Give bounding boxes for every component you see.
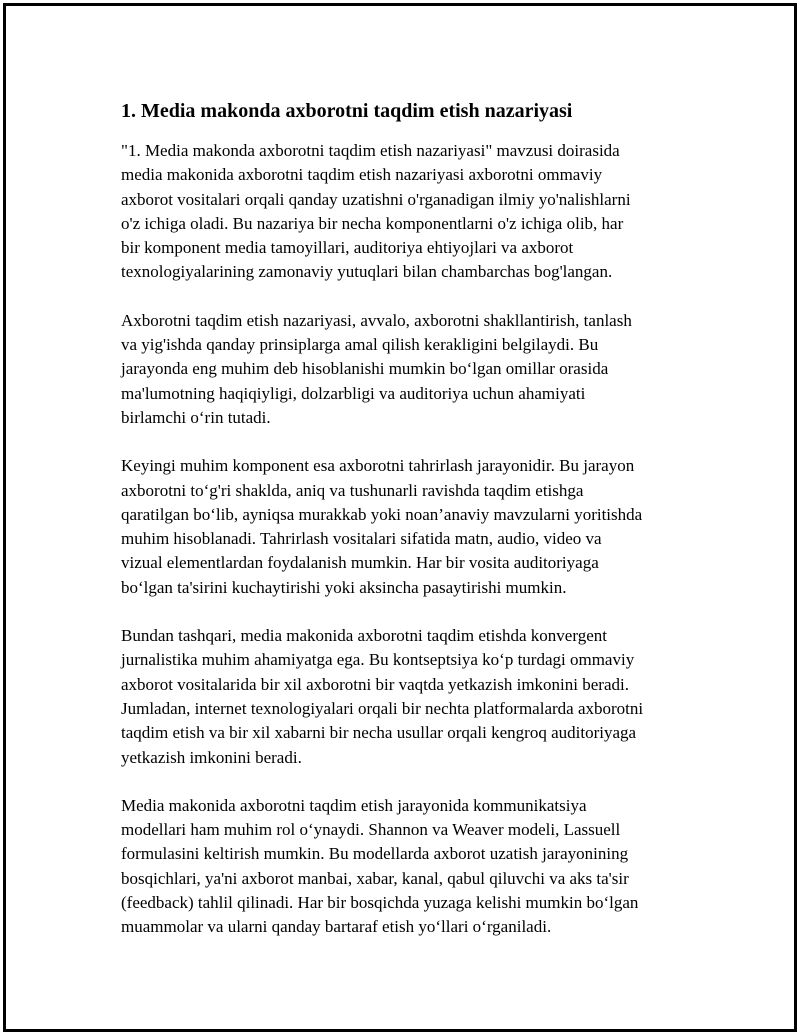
page-frame <box>3 3 797 1032</box>
text-line: media makonida axborotni taqdim etish nazariyasi axborotni ommaviy <box>121 165 603 185</box>
text-line: Bundan tashqari, media makonida axborotni taqdim etishda konvergent <box>121 626 607 646</box>
text-line: bosqichlari, ya'ni axborot manbai, xabar, kanal, qabul qiluvchi va aks ta'sir <box>121 868 629 888</box>
text-line: vizual elementlardan foydalanish mumkin. Har bir vosita auditoriyaga <box>121 553 599 573</box>
text-line: yetkazish imkonini beradi. <box>121 747 302 767</box>
text-line: Media makonida axborotni taqdim etish jarayonida kommunikatsiya <box>121 795 587 815</box>
text-line: ma'lumotning haqiqiyligi, dolzarbligi va auditoriya uchun ahamiyati <box>121 383 586 403</box>
text-line: bo‘lgan ta'sirini kuchaytirishi yoki aksincha pasaytirishi mumkin. <box>121 577 567 597</box>
text-line: formulasini keltirish mumkin. Bu modellarda axborot uzatish jarayonining <box>121 844 629 864</box>
text-line: Keyingi muhim komponent esa axborotni tahrirlash jarayonidir. Bu jarayon <box>121 456 635 476</box>
text-line: qaratilgan bo‘lib, ayniqsa murakkab yoki noan’anaviy mavzularni yoritishda <box>121 504 643 524</box>
text-line: o'z ichiga oladi. Bu nazariya bir necha komponentlarni o'z ichiga olib, har <box>121 213 624 233</box>
paragraph-1 <box>121 139 691 285</box>
text-line: muammolar va ularni qanday bartaraf etish yo‘llari o‘rganiladi. <box>121 917 552 937</box>
text-line: "1. Media makonda axborotni taqdim etish nazariyasi" mavzusi doirasida <box>121 141 620 160</box>
document-body <box>121 97 691 964</box>
text-line: jarayonda eng muhim deb hisoblanishi mumkin bo‘lgan omillar orasida <box>121 359 609 379</box>
text-line: muhim hisoblanadi. Tahrirlash vositalari sifatida matn, audio, video va <box>121 529 602 549</box>
paragraph-4 <box>121 624 691 770</box>
paragraph-2 <box>121 309 691 430</box>
text-line: va yig'ishda qanday prinsiplarga amal qilish kerakligini belgilaydi. Bu <box>121 335 599 355</box>
text-line: bir komponent media tamoyillari, auditoriya ehtiyojlari va axborot <box>121 238 574 258</box>
text-line: axborot vositalarida bir xil axborotni bir vaqtda yetkazish imkonini beradi. <box>121 674 629 694</box>
document-heading: 1. Media makonda axborotni taqdim etish nazariyasi <box>121 100 573 122</box>
text-line: birlamchi o‘rin tutadi. <box>121 407 271 427</box>
text-line: axborotni to‘g'ri shaklda, aniq va tushunarli ravishda taqdim etishga <box>121 480 584 500</box>
text-line: taqdim etish va bir xil xabarni bir necha usullar orqali kengroq auditoriyaga <box>121 723 637 743</box>
text-line: Jumladan, internet texnologiyalari orqali bir nechta platformalarda axborotni <box>121 698 644 718</box>
text-line: jurnalistika muhim ahamiyatga ega. Bu kontseptsiya ko‘p turdagi ommaviy <box>121 650 635 670</box>
text-line: axborot vositalari orqali qanday uzatishni o'rganadigan ilmiy yo'nalishlarni <box>121 189 631 209</box>
text-line: Axborotni taqdim etish nazariyasi, avvalo, axborotni shakllantirish, tanlash <box>121 310 632 330</box>
text-line: texnologiyalarining zamonaviy yutuqlari bilan chambarchas bog'langan. <box>121 262 613 282</box>
paragraph-3 <box>121 454 691 600</box>
paragraph-5 <box>121 794 691 940</box>
text-line: (feedback) tahlil qilinadi. Har bir bosqichda yuzaga kelishi mumkin bo‘lgan <box>121 893 639 913</box>
text-line: modellari ham muhim rol o‘ynaydi. Shannon va Weaver modeli, Lassuell <box>121 820 621 840</box>
